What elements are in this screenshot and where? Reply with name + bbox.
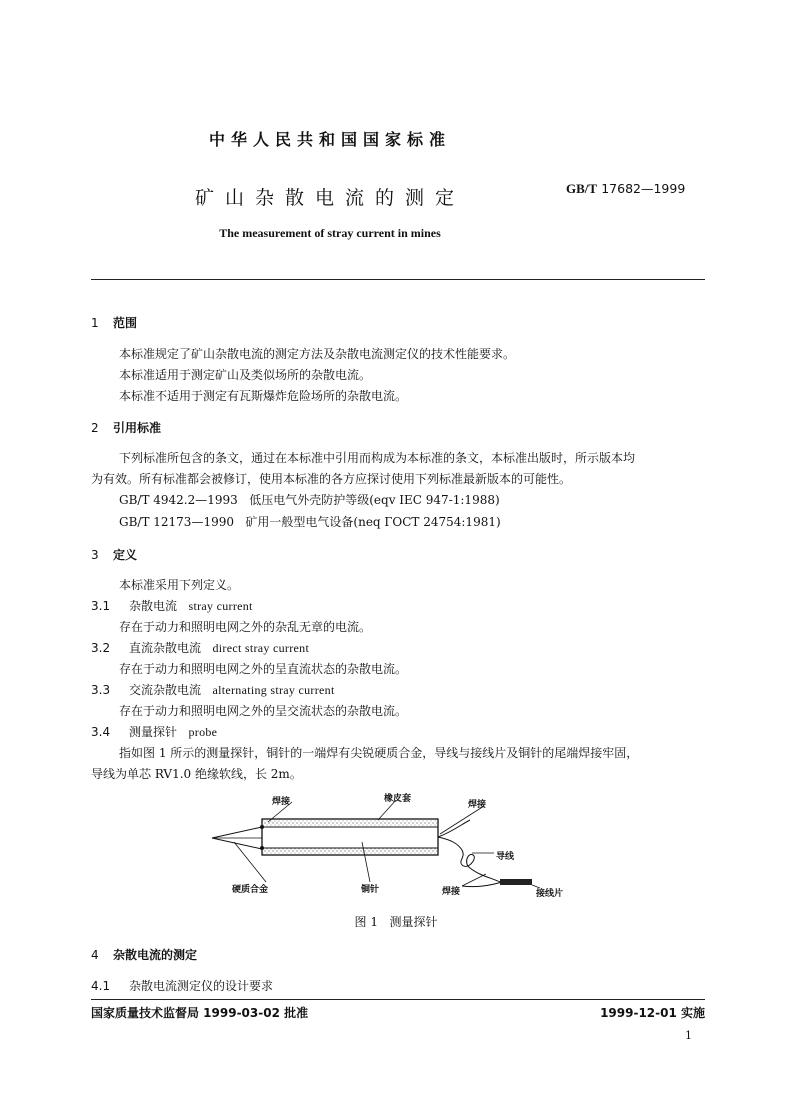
footer-rule (91, 999, 705, 1000)
definition-heading (91, 681, 335, 698)
standard-org-heading: 中华人民共和国国家标准 (208, 130, 451, 149)
definition-heading (91, 639, 309, 656)
definition-term: 杂散电流 (129, 599, 178, 613)
section-1-line: 本标准规定了矿山杂散电流的测定方法及杂散电流测定仪的技术性能要求。 (119, 347, 516, 361)
subsection-title: 杂散电流测定仪的设计要求 (129, 979, 274, 993)
standard-code-prefix: GB/T (566, 181, 598, 196)
weld-point (260, 846, 264, 850)
definition-number: 3.1 (91, 599, 111, 613)
definition-term: 交流杂散电流 (129, 683, 202, 697)
definition-heading (91, 723, 217, 740)
section-4-number: 4 (91, 948, 99, 962)
header-rule (91, 279, 705, 280)
figure-label-rubber-sleeve: 橡皮套 (384, 794, 412, 804)
section-2-title: 引用标准 (113, 421, 162, 435)
section-3-title: 定义 (113, 548, 138, 562)
section-1-line: 本标准不适用于测定有瓦斯爆炸危险场所的杂散电流。 (119, 389, 408, 403)
figure-label-hard-alloy: 硬质合金 (232, 885, 269, 895)
definition-number: 3.2 (91, 641, 111, 655)
section-1-line: 本标准适用于测定矿山及类似场所的杂散电流。 (119, 368, 372, 382)
subsection-4-1-heading (91, 977, 273, 994)
weld-point (260, 825, 264, 829)
section-3-number: 3 (91, 548, 99, 562)
definition-heading (91, 597, 253, 614)
section-1-heading (91, 314, 137, 331)
section-3-heading (91, 546, 137, 563)
definition-text: 导线为单芯 RV1.0 绝缘软线，长 2m。 (91, 767, 302, 781)
figure-label-wire: 导线 (496, 852, 515, 862)
figure-label-terminal: 接线片 (536, 889, 564, 899)
definition-term: 直流杂散电流 (129, 641, 202, 655)
subsection-number: 4.1 (91, 979, 111, 993)
effective-date: 1999-12-01 实施 (600, 1006, 705, 1020)
definition-number: 3.3 (91, 683, 111, 697)
section-2-para-line: 为有效。所有标准都会被修订，使用本标准的各方应探讨使用下列标准最新版本的可能性。 (91, 472, 572, 486)
definition-text: 存在于动力和照明电网之外的呈直流状态的杂散电流。 (119, 662, 408, 676)
definition-text: 指如图 1 所示的测量探针，铜针的一端焊有尖锐硬质合金，导线与接线片及铜针的尾端焊接牢固， (119, 746, 639, 760)
definition-term-english: alternating stray current (212, 683, 335, 697)
section-1-number: 1 (91, 316, 99, 330)
section-2-heading (91, 419, 161, 436)
standard-code (566, 181, 685, 197)
definition-term-english: stray current (188, 599, 253, 613)
sleeve-wall-bottom (263, 848, 437, 854)
definition-text: 存在于动力和照明电网之外的呈交流状态的杂散电流。 (119, 704, 408, 718)
leader-line (440, 806, 484, 834)
page-number: 1 (685, 1029, 692, 1042)
reference-item: GB/T 4942.2—1993 低压电气外壳防护等级(eqv IEC 947-1:1988) (119, 493, 500, 507)
section-4-heading (91, 946, 197, 963)
standard-code-number: 17682—1999 (601, 181, 686, 196)
document-title-english: The measurement of stray current in mines (219, 226, 441, 240)
section-2-number: 2 (91, 421, 99, 435)
definition-term-english: probe (188, 725, 218, 739)
definition-number: 3.4 (91, 725, 111, 739)
definition-term: 测量探针 (129, 725, 178, 739)
definition-text: 存在于动力和照明电网之外的杂乱无章的电流。 (119, 620, 372, 634)
reference-item: GB/T 12173—1990 矿用一般型电气设备(neq ГОСТ 24754:1981) (119, 515, 501, 529)
section-3-intro: 本标准采用下列定义。 (119, 578, 240, 592)
definition-term-english: direct stray current (212, 641, 310, 655)
figure-label-weld: 焊接 (442, 887, 461, 897)
approval-date: 国家质量技术监督局 1999-03-02 批准 (91, 1006, 309, 1020)
document-title: 矿山杂散电流的测定 (194, 187, 465, 209)
section-2-para-line: 下列标准所包含的条文，通过在本标准中引用而构成为本标准的条文，本标准出版时，所示版本均 (119, 451, 636, 465)
leader-line (462, 874, 486, 886)
section-1-title: 范围 (113, 316, 138, 330)
section-4-title: 杂散电流的测定 (113, 948, 198, 962)
figure-label-copper-needle: 铜针 (361, 885, 380, 895)
figure-label-weld: 焊接 (468, 800, 487, 810)
figure-label-weld: 焊接 (272, 797, 291, 807)
figure-caption: 图 1 测量探针 (354, 915, 438, 929)
terminal-lug (500, 879, 532, 885)
sleeve-wall-top (263, 820, 437, 826)
